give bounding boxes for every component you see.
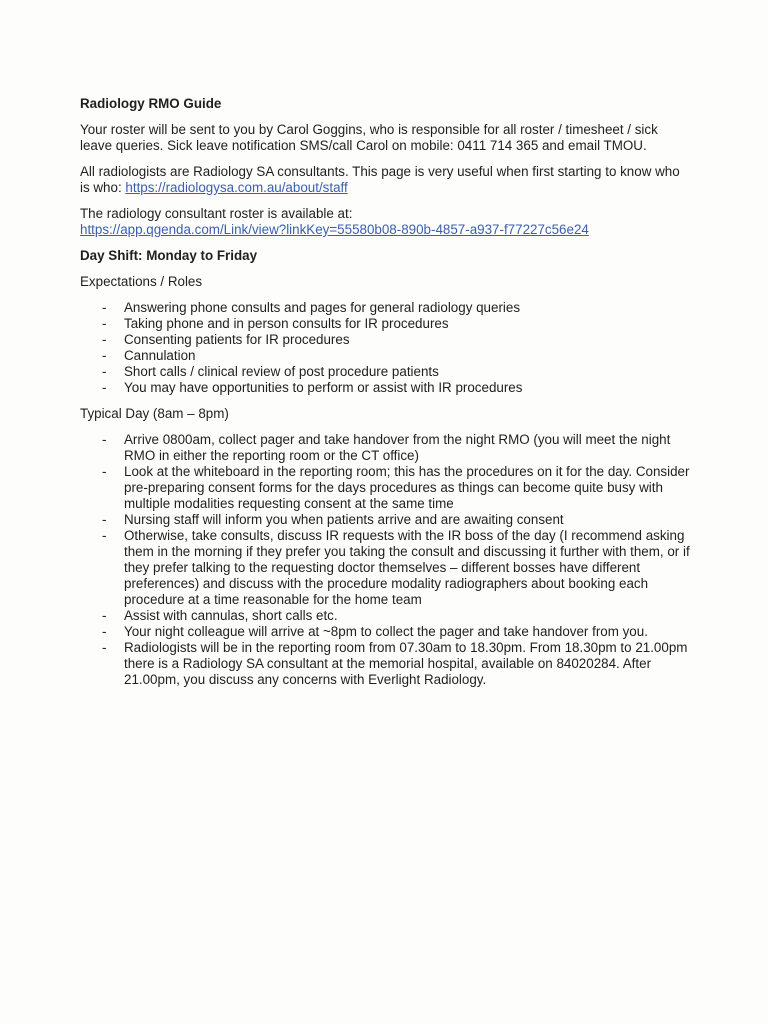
dash-bullet: -	[102, 364, 107, 379]
document-page	[80, 96, 692, 698]
dash-bullet: -	[102, 300, 107, 315]
document-title: Radiology RMO Guide	[80, 96, 222, 111]
list-item: - Short calls / clinical review of post procedure patients	[102, 364, 439, 379]
list-item: - Assist with cannulas, short calls etc.	[102, 608, 338, 623]
consultants-text: All radiologists are Radiology SA consultants. This page is very useful when first starting to know who is who:	[80, 164, 680, 195]
qgenda-link[interactable]: https://app.qgenda.com/Link/view?linkKey=55580b08-890b-4857-a937-f77227c56e24	[80, 222, 589, 237]
list-item: - You may have opportunities to perform or assist with IR procedures	[102, 380, 523, 395]
roster-line-2: leave queries. Sick leave notification SMS/call Carol on mobile: 0411 714 365 and email TMOU.	[80, 138, 647, 153]
list-item: - Consenting patients for IR procedures	[102, 332, 350, 347]
day-shift-heading: Day Shift: Monday to Friday	[80, 248, 258, 263]
list-item: - Taking phone and in person consults for IR procedures	[102, 316, 449, 331]
list-item: - Answering phone consults and pages for general radiology queries	[102, 300, 521, 315]
dash-bullet: -	[102, 512, 107, 527]
list-item: - Otherwise, take consults, discuss IR requests with the IR boss of the day (I recommend asking them in the morning if they prefer you taking the consult and discussing it further with them, or if they prefer talking to the requesting doctor themselves – different bosses have different preferences) and discuss with the procedure modality radiographers about booking each procedure at a time reasonable for the home team	[102, 528, 690, 607]
dash-bullet: -	[102, 332, 107, 347]
expectations-list	[80, 300, 692, 396]
typical-day-list	[80, 432, 692, 688]
dash-bullet: -	[102, 348, 107, 363]
dash-bullet: -	[102, 528, 107, 543]
dash-bullet: -	[102, 608, 107, 623]
roster-line-1: Your roster will be sent to you by Carol Goggins, who is responsible for all roster / timesheet / sick	[80, 122, 658, 137]
dash-bullet: -	[102, 640, 107, 655]
dash-bullet: -	[102, 316, 107, 331]
staff-link[interactable]: https://radiologysa.com.au/about/staff	[125, 180, 348, 195]
dash-bullet: -	[102, 432, 107, 447]
list-item: - Look at the whiteboard in the reporting room; this has the procedures on it for the day. Consider pre-preparing consent forms for the days procedures as things can become quite busy with multiple modalities requesting consent at the same time	[102, 464, 690, 511]
list-item: - Nursing staff will inform you when patients arrive and are awaiting consent	[102, 512, 564, 527]
dash-bullet: -	[102, 624, 107, 639]
list-item: - Your night colleague will arrive at ~8pm to collect the pager and take handover from you.	[102, 624, 648, 639]
dash-bullet: -	[102, 380, 107, 395]
consultants-paragraph	[80, 164, 692, 196]
roster-paragraph	[80, 122, 692, 154]
list-item: - Cannulation	[102, 348, 196, 363]
list-item: - Arrive 0800am, collect pager and take handover from the night RMO (you will meet the night RMO in either the reporting room or the CT office)	[102, 432, 671, 463]
consultant-roster-paragraph	[80, 206, 692, 238]
expectations-heading: Expectations / Roles	[80, 274, 203, 289]
typical-day-heading: Typical Day (8am – 8pm)	[80, 406, 229, 421]
consultant-roster-text: The radiology consultant roster is available at:	[80, 206, 353, 221]
list-item: - Radiologists will be in the reporting room from 07.30am to 18.30pm. From 18.30pm to 21.00pm there is a Radiology SA consultant at the memorial hospital, available on 84020284. After 21.00pm, you discuss any concerns with Everlight Radiology.	[102, 640, 688, 687]
dash-bullet: -	[102, 464, 107, 479]
